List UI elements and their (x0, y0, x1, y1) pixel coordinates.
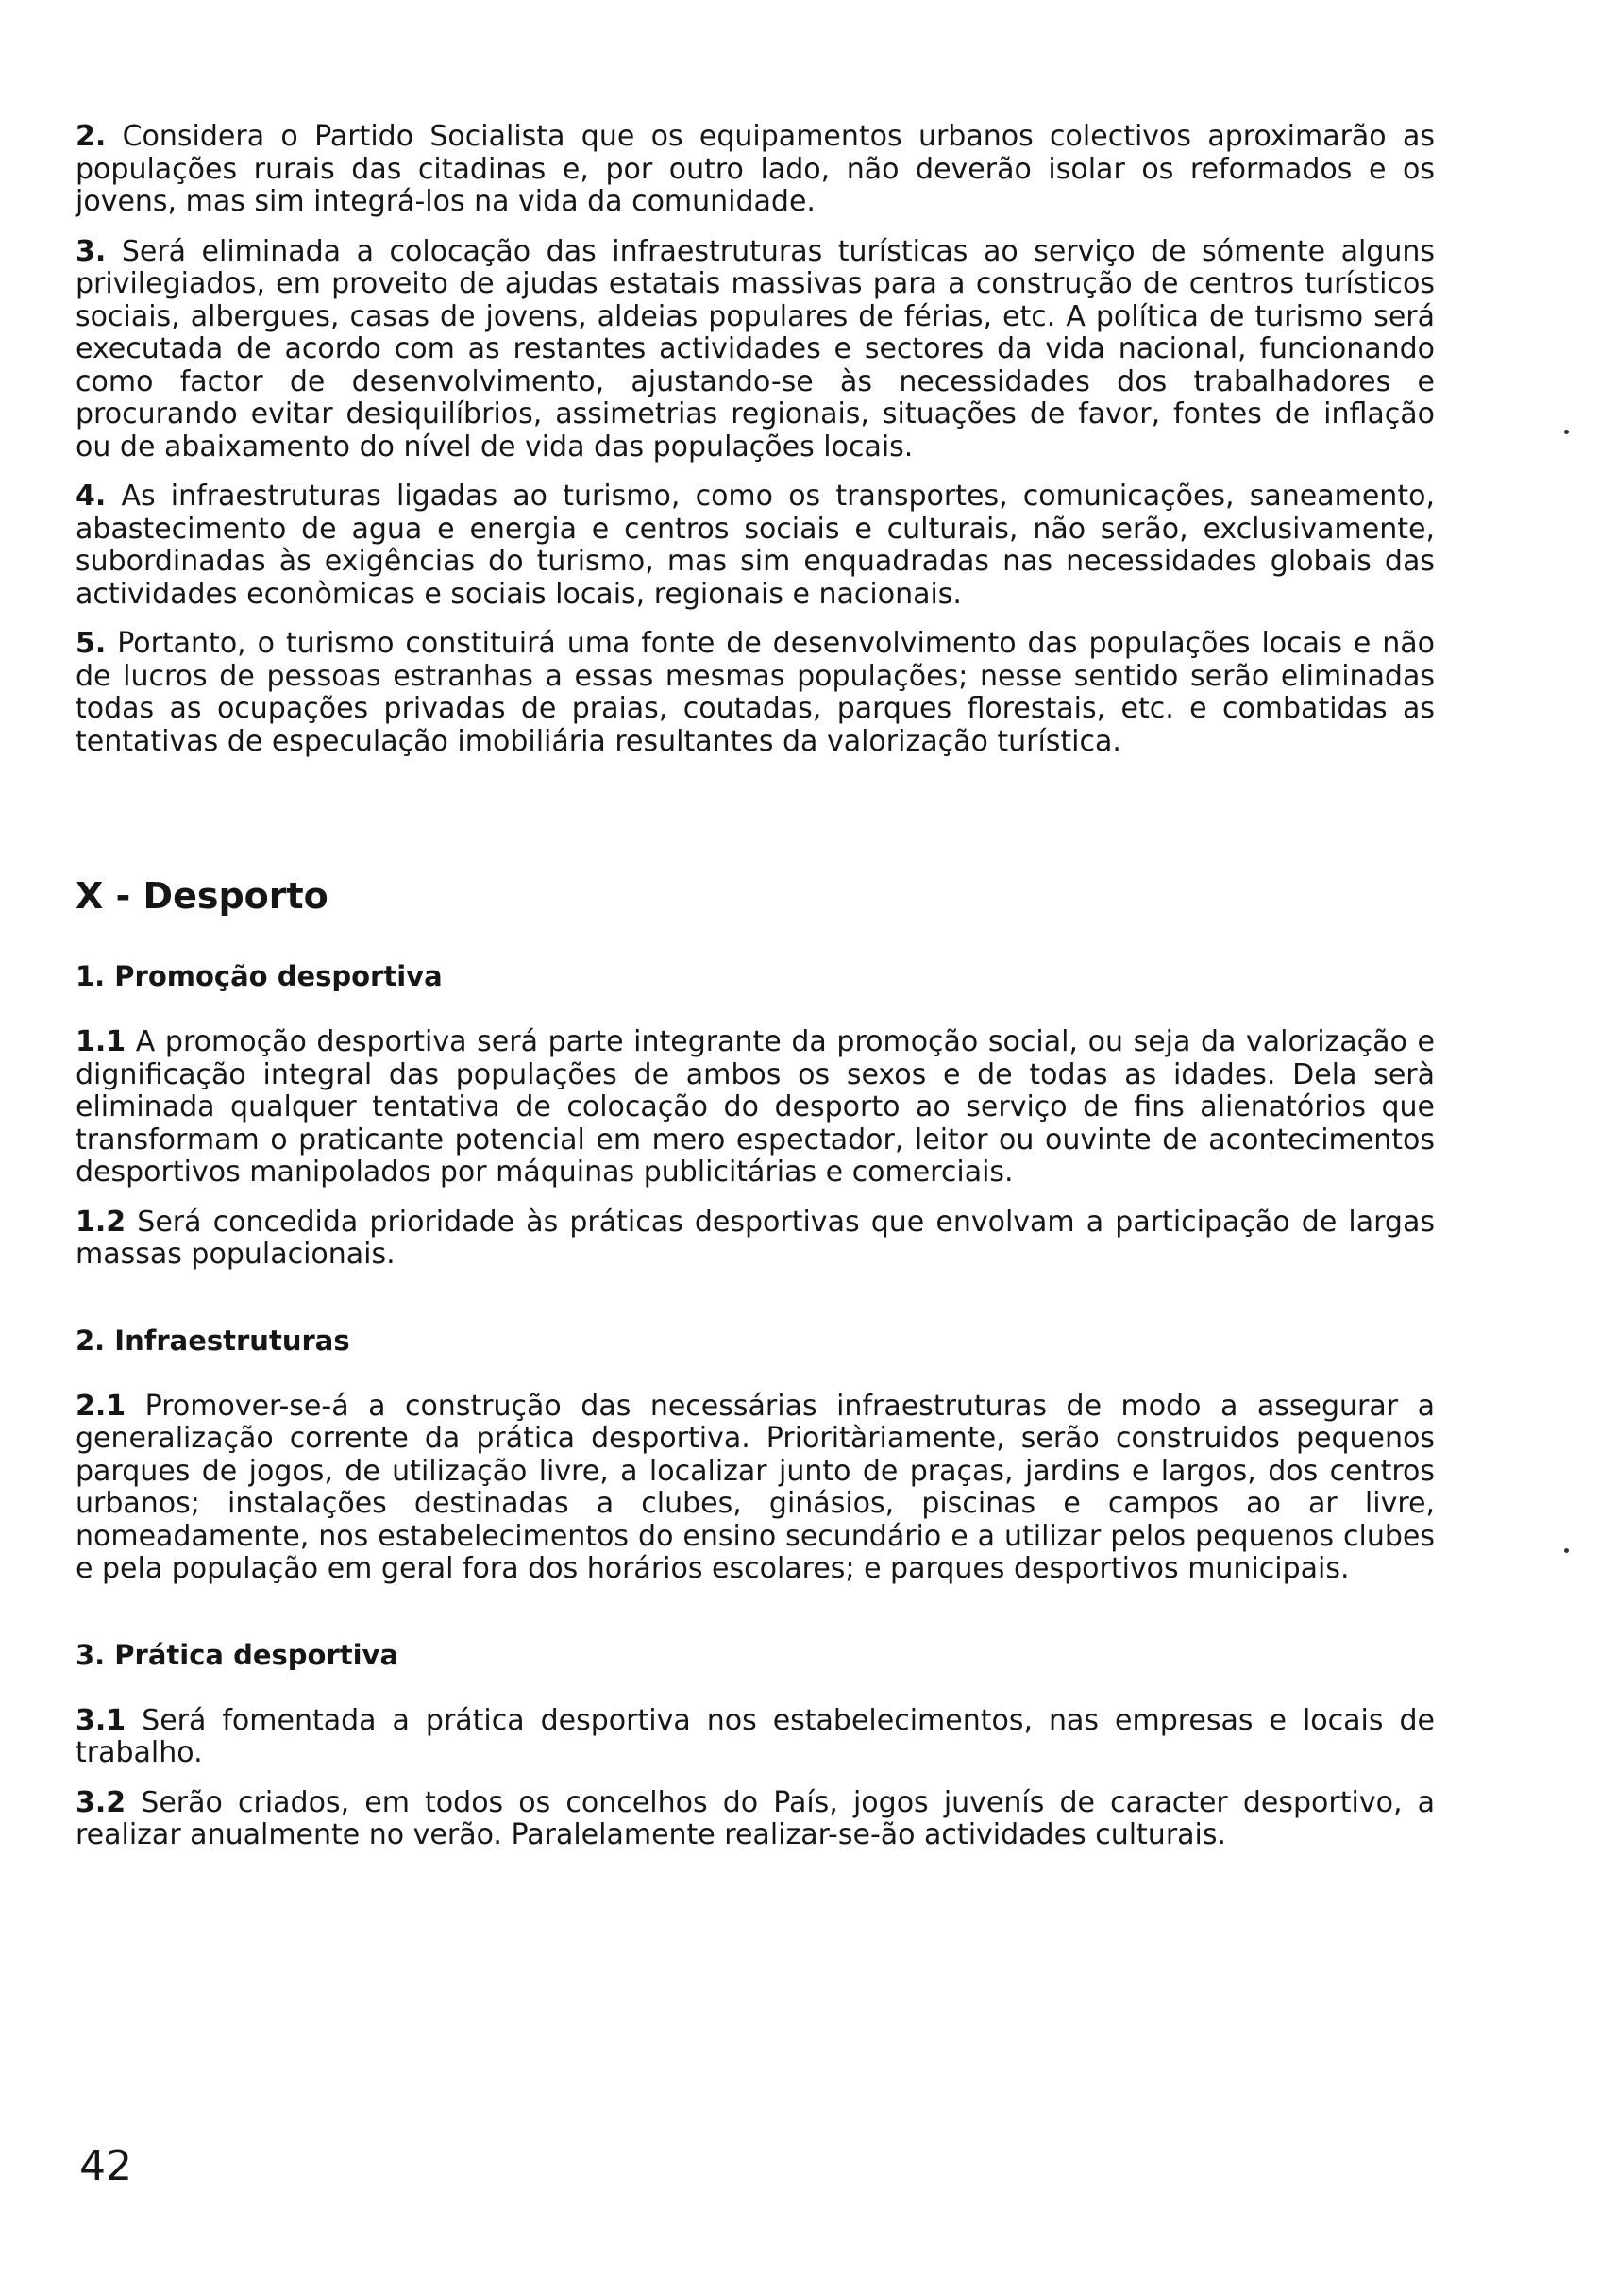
subsection-title-promocao: 1. Promoção desportiva (76, 960, 443, 992)
paragraph-text: Serão criados, em todos os concelhos do País, jogos juvenís de caracter desportivo, a realizar anualmente no verão. Paralelamente realizar-se-ão actividades culturais. (76, 1785, 1435, 1851)
scan-speck (1564, 1548, 1569, 1553)
page-content (76, 121, 1435, 1869)
scan-speck (1564, 430, 1569, 434)
paragraph-text: A promoção desportiva será parte integrante da promoção social, ou seja da valorização e dignificação integral das populações de ambos os sexos e de todas as idades. Dela serà eliminada qualquer tentativa de colocação do desporto ao serviço de fins alienatórios que transformam o praticante potencial em mero espectador, leitor ou ouvinte de acontecimentos desportivos manipolados por máquinas publicitárias e comerciais. (76, 1025, 1435, 1189)
subsection-title-infraestruturas: 2. Infraestruturas (76, 1324, 350, 1357)
paragraph-number: 3. (76, 234, 107, 268)
paragraph-text: As infraestruturas ligadas ao turismo, como os transportes, comunicações, saneamento, abastecimento de agua e energia e centros sociais e culturais, não serão, exclusivamente, subordinadas às exigências do turismo, mas sim enquadradas nas necessidades globais das actividades econòmicas e sociais locais, regionais e nacionais. (76, 480, 1435, 611)
paragraph-number: 1.2 (76, 1205, 126, 1239)
paragraph-text: Será concedida prioridade às práticas desportivas que envolvam a participação de largas massas populacionais. (76, 1205, 1435, 1271)
paragraph-1-1 (76, 1026, 1435, 1190)
paragraph-text: Será fomentada a prática desportiva nos estabelecimentos, nas empresas e locais de trabalho. (76, 1703, 1435, 1769)
paragraph-number: 3.1 (76, 1703, 126, 1737)
paragraph-3-2 (76, 1787, 1435, 1852)
paragraph-text: Considera o Partido Socialista que os equipamentos urbanos colectivos aproximarão as populações rurais das citadinas e, por outro lado, não deverão isolar os reformados e os jovens, mas sim integrá-los na vida da comunidade. (76, 120, 1435, 218)
paragraph-number: 1.1 (76, 1025, 126, 1058)
paragraph-2 (76, 121, 1435, 219)
paragraph-number: 5. (76, 627, 107, 660)
paragraph-3-1 (76, 1705, 1435, 1770)
paragraph-4 (76, 481, 1435, 611)
paragraph-2-1 (76, 1391, 1435, 1586)
section-title: X - Desporto (76, 875, 328, 917)
paragraph-5 (76, 628, 1435, 758)
paragraph-text: Será eliminada a colocação das infraestruturas turísticas ao serviço de sómente alguns privilegiados, em proveito de ajudas estatais massivas para a construção de centros turísticos sociais, albergues, casas de jovens, aldeias populares de férias, etc. A política de turismo será executada de acordo com as restantes actividades e sectores da vida nacional, funcionando como factor de desenvolvimento, ajustando-se às necessidades dos trabalhadores e procurando evitar desiquilíbrios, assimetrias regionais, situações de favor, fontes de inflação ou de abaixamento do nível de vida das populações locais. (76, 234, 1435, 464)
paragraph-number: 3.2 (76, 1785, 126, 1819)
paragraph-3 (76, 236, 1435, 464)
paragraph-number: 2.1 (76, 1389, 126, 1423)
paragraph-1-2 (76, 1207, 1435, 1272)
paragraph-text: Portanto, o turismo constituirá uma fonte de desenvolvimento das populações locais e não de lucros de pessoas estranhas a essas mesmas populações; nesse sentido serão eliminadas todas as ocupações privadas de praias, coutadas, parques florestais, etc. e combatidas as tentativas de especulação imobiliária resultantes da valorização turística. (76, 627, 1435, 758)
page-number: 42 (79, 2142, 132, 2190)
paragraph-number: 4. (76, 480, 107, 513)
subsection-title-pratica: 3. Prática desportiva (76, 1638, 399, 1671)
paragraph-number: 2. (76, 120, 107, 153)
paragraph-text: Promover-se-á a construção das necessárias infraestruturas de modo a assegurar a generalização corrente da prática desportiva. Prioritàriamente, serão construidos pequenos parques de jogos, de utilização livre, a localizar junto de praças, jardins e largos, dos centros urbanos; instalações destinadas a clubes, ginásios, piscinas e campos ao ar livre, nomeadamente, nos estabelecimentos do ensino secundário e a utilizar pelos pequenos clubes e pela população em geral fora dos horários escolares; e parques desportivos municipais. (76, 1389, 1435, 1585)
